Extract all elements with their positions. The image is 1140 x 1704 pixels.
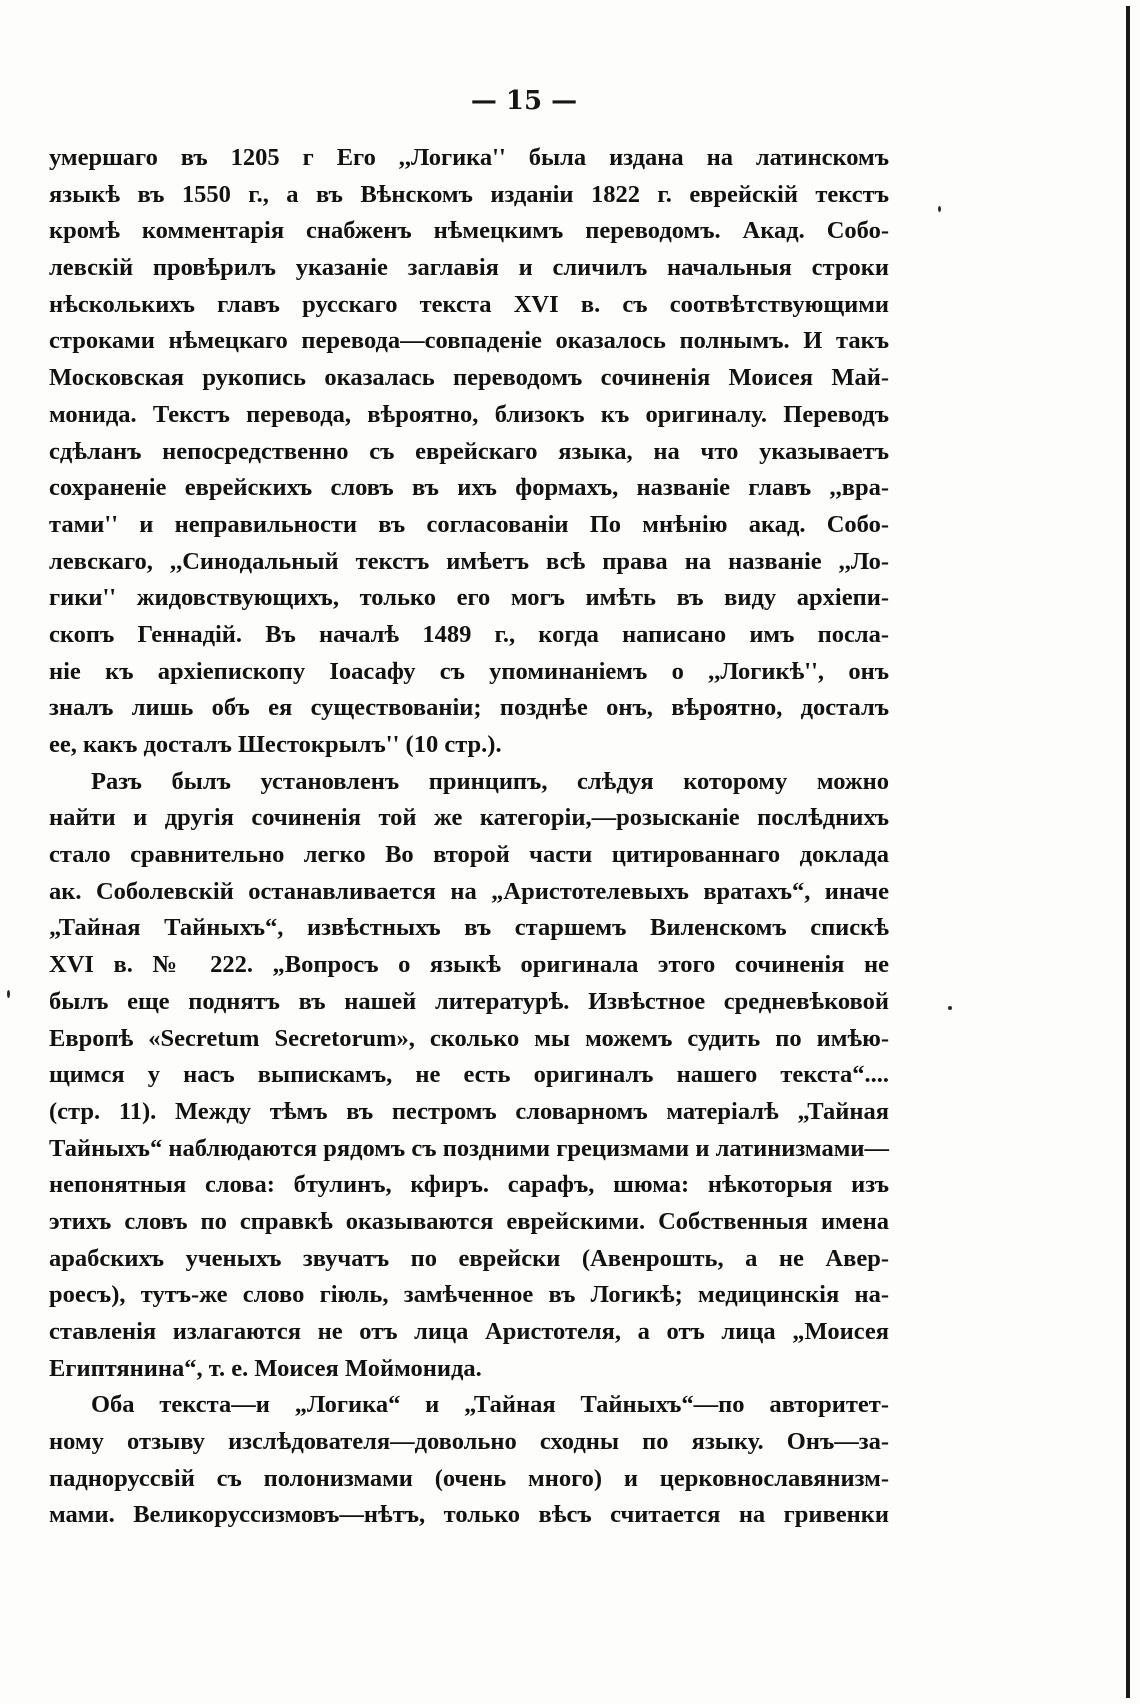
text-line: непонятныя слова: бтулинъ, кфиръ. сарафъ, шюма: нѣкоторыя изъ [49, 1171, 889, 1199]
text-line: „Тайная Тайныхъ“, извѣстныхъ въ старшемъ Виленскомъ спискѣ [49, 914, 889, 942]
text-line: роесъ), тутъ-же слово гіюль, замѣченное въ Логикѣ; медицинскія на- [49, 1281, 889, 1309]
text-line: ставленія излагаются не отъ лица Аристотеля, а отъ лица „Моисея [49, 1318, 889, 1345]
text-line: этихъ словъ по справкѣ оказываются еврейскими. Собственныя имена [49, 1207, 889, 1235]
text-line: щимся у насъ выпискамъ, не есть оригиналъ нашего текста“.... [49, 1061, 889, 1089]
text-line: падноруссвій съ полонизмами (очень много) и церковнославянизм- [49, 1464, 889, 1492]
paragraph-2 [49, 764, 889, 1388]
text-line: кромѣ комментарія снабженъ нѣмецкимъ переводомъ. Акад. Собо- [49, 217, 889, 245]
text-line: левскаго, ,,Синодальный текстъ имѣетъ всѣ права на названіе ,,Ло- [49, 547, 889, 575]
paragraph-1 [49, 140, 889, 764]
page-number: — 15 — [470, 86, 578, 116]
scan-edge-line [1126, 6, 1130, 1698]
scan-speck [948, 1006, 952, 1010]
text-line: ак. Соболевскій останавливается на „Аристотелевыхъ вратахъ“, иначе [49, 877, 889, 905]
text-line: (стр. 11). Между тѣмъ въ пестромъ словарномъ матеріалѣ „Тайная [49, 1097, 889, 1125]
text-line: Египтянина“, т. е. Моисея Моймонида. [49, 1354, 482, 1382]
text-line: Европѣ «Secretum Secretorum», сколько мы можемъ судить по имѣю- [49, 1024, 889, 1052]
scan-speck [938, 206, 941, 212]
text-line: Тайныхъ“ наблюдаются рядомъ съ поздними грецизмами и латинизмами— [49, 1134, 889, 1162]
text-line: арабскихъ ученыхъ звучатъ по еврейски (Авенрошть, а не Авер- [49, 1244, 889, 1272]
text-line: ее, какъ досталъ Шестокрылъ'' (10 стр.). [49, 731, 502, 758]
text-line: Оба текста—и „Логика“ и „Тайная Тайныхъ“—по авторитет- [91, 1391, 889, 1419]
text-line: мами. Великоруссизмовъ—нѣтъ, только вѣсъ считается на гривенки [49, 1501, 889, 1529]
text-line: гики'' жидовствующихъ, только его могъ имѣть въ виду архіепи- [49, 584, 889, 612]
text-line: XVI в. № 222. „Вопросъ о языкѣ оригинала этого сочиненія не [49, 951, 889, 979]
text-line: Разъ былъ установленъ принципъ, слѣдуя которому можно [91, 767, 889, 795]
text-line: стало сравнительно легко Во второй части цитированнаго доклада [49, 841, 889, 869]
text-line: ному отзыву изслѣдователя—довольно сходны по языку. Онъ—за- [49, 1428, 889, 1456]
text-line: языкѣ въ 1550 г., а въ Вѣнскомъ изданіи 1822 г. еврейскій текстъ [49, 180, 889, 208]
paragraph-3 [49, 1387, 889, 1534]
text-line: тами'' и неправильности въ согласованіи По мнѣнію акад. Собо- [49, 510, 889, 538]
text-line: сдѣланъ непосредственно съ еврейскаго языка, на что указываетъ [49, 437, 889, 465]
text-line: найти и другія сочиненія той же категоріи,—розысканіе послѣднихъ [49, 804, 889, 832]
text-line: скопъ Геннадій. Въ началѣ 1489 г., когда написано имъ посла- [49, 620, 889, 648]
text-line: нѣсколькихъ главъ русскаго текста XVI в. съ соотвѣтствующими [49, 290, 889, 318]
text-line: Московская рукопись оказалась переводомъ сочиненія Моисея Май- [49, 364, 889, 392]
text-line: былъ еще поднятъ въ нашей литературѣ. Извѣстное средневѣковой [49, 987, 889, 1015]
text-line: сохраненіе еврейскихъ словъ въ ихъ формахъ, названіе главъ ,,вра- [49, 474, 889, 502]
body-text [49, 140, 889, 1534]
text-line: зналъ лишь объ ея существованіи; позднѣе онъ, вѣроятно, досталъ [49, 694, 889, 722]
text-line: монида. Текстъ перевода, вѣроятно, близокъ къ оригиналу. Переводъ [49, 400, 889, 428]
text-line: строками нѣмецкаго перевода—совпаденіе оказалось полнымъ. И такъ [49, 327, 889, 355]
text-line: умершаго въ 1205 г Его ,,Логика'' была издана на латинскомъ [49, 144, 889, 171]
scan-speck [7, 990, 10, 998]
text-line: левскій провѣрилъ указаніе заглавія и сличилъ начальныя строки [49, 254, 889, 282]
text-line: ніе къ архіепископу Іоасафу съ упоминаніемъ о ,,Логикѣ'', онъ [49, 657, 889, 685]
